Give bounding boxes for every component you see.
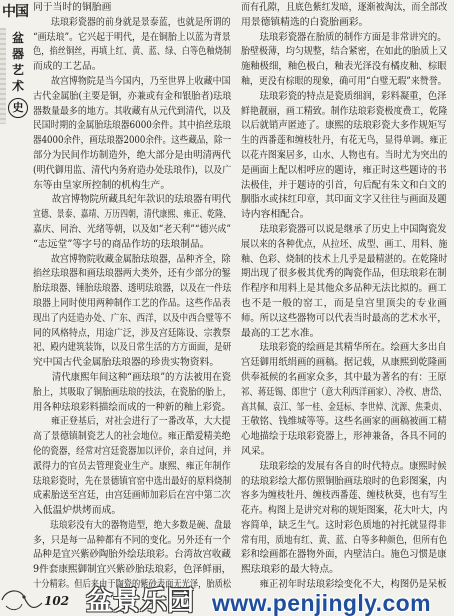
- text-line: 派得力的官员去管理瓷业生产。康熙、雍正年制作: [33, 460, 231, 472]
- text-line: 容多为缠枝牡丹、缠枝西番莲、缠枝秋葵，也有写生: [241, 490, 448, 502]
- text-line: 成素胎送至宫廷，由宫廷画师加彩后在宫中第二次: [33, 490, 231, 502]
- text-line: 十分精彩。但后来由于陶瓷的紫砂表面无光泽，胎质松: [33, 579, 232, 591]
- text-line: 珐琅彩没有大的器物造型，绝大多数是碗、盘最: [50, 519, 232, 531]
- text-line: “画珐琅”。它兴起于明代，是在铜胎上以蓝为背景: [33, 31, 231, 43]
- text-line: 而成的工艺品。: [33, 61, 102, 73]
- text-line: 容简单，缺乏生气。这时彩色质地的衬托就显得非: [241, 519, 447, 531]
- text-line: 故宫博物院收藏金属胎珐琅器，品种齐全，除: [50, 253, 231, 265]
- text-line: 高其佩、袁江、邹一桂、金廷标、李世倬、沈源、焦秉贞、: [241, 401, 447, 413]
- margin-ornament: [0, 28, 6, 124]
- page-number: 102: [44, 594, 70, 608]
- text-line: (明代御用监、清代内务府造办处珐琅作)，以及广: [33, 164, 232, 176]
- text-line: 多，只是每一品种都有不同的变化。另外还有一个: [33, 534, 231, 546]
- masthead-char: 术: [11, 79, 24, 93]
- text-line: 入低温炉烘烤而成。: [33, 505, 122, 517]
- text-line: 古代金属胎(主要是铜，亦兼或有金和银胎者)珐琅: [33, 90, 232, 102]
- text-line: 珐琅彩绘的发展有各自的时代特点。康熙时候: [259, 460, 447, 472]
- text-line: 胎上，其吸取了铜胎画珐琅的技法，在瓷胎的胎上，: [33, 386, 232, 398]
- text-line: 法极佳，并于题诗的引首，句后配有朱文和白文的: [241, 179, 447, 191]
- text-line: 掐丝珐琅器和画珐琅器两大类外，还有少部分的錾: [33, 268, 231, 280]
- text-line: 现出了内廷造办处、广东、西洋，以及中西合璧等不: [33, 312, 232, 324]
- text-line: 珐琅彩瓷的特点是瓷质细润，彩料凝重，色泽: [259, 90, 447, 102]
- text-line: 珐琅彩瓷器在胎质的制作方面是非常讲究的。: [259, 31, 447, 43]
- text-line: 究中国古代金属胎珐琅器的珍贵实物资料。: [33, 357, 220, 369]
- left-text-column: [33, 1, 231, 593]
- text-line: 珐琅彩瓷时，先在景德镇官窑中选出最好的原料烧制: [33, 475, 232, 487]
- text-line: 釉、色彩、烧制的技术上几乎是最精湛的。在乾隆时: [241, 253, 448, 265]
- text-line: 色，掐丝铜丝，再填上红、黄、蓝、绿、白等色釉烧制: [33, 46, 232, 58]
- text-line: 胎珐琅器、锤胎珐琅器、透明珐琅器，以及在一件珐: [33, 283, 232, 295]
- text-line: 品种是宜兴紫砂陶胎外绘珐琅彩。台湾故宫收藏: [33, 549, 231, 561]
- text-line: 故宫博物院是当今国内，乃至世界上收藏中国: [50, 75, 231, 87]
- text-line: 同的风格特点，用途广泛，涉及宫廷陈设、宗教祭: [33, 327, 231, 339]
- text-line: 以后就销声匿迹了。康熙的珐琅彩瓷大多作规矩写: [241, 120, 447, 132]
- text-line: 施釉极细，釉色极白，釉表光泽没有橘皮釉、棕眼: [241, 61, 447, 73]
- text-line: 最高的工艺水准。: [241, 327, 320, 339]
- text-line: 器4000余件，画珐琅器2000余件。这些藏品，除一: [33, 135, 232, 147]
- text-line: 生的西番莲和缠枝牡丹，有花无鸟，显得单调。雍正: [241, 135, 448, 147]
- text-line: 高了景德镇制瓷艺人的社会地位。雍正酷爱精美绝: [33, 431, 231, 443]
- text-line: 常有用，质地有红、黄、蓝、白等多种颜色，但所有色: [241, 534, 448, 546]
- text-line: 故宫博物院所藏具纪年款识的珐琅器有明代: [51, 194, 231, 206]
- text-line: 鲜艳靓丽，画工精致。制作珐琅彩瓷极度费工，乾隆: [241, 105, 448, 117]
- right-text-column: [241, 1, 447, 593]
- masthead-seal: 史: [8, 98, 28, 118]
- text-line: 花卉。构图上是讲究对称的规矩图案，花大叶大，内: [241, 505, 448, 517]
- text-line: 雍正登基后，对社会进行了一番改革，大大提: [50, 416, 231, 428]
- masthead-title: 中国: [2, 4, 28, 20]
- text-line: 胭脂水或抹红印章，其印面文字又往往与画面及题: [241, 194, 447, 206]
- text-line: 民国时期的金属胎珐琅器6000余件。其中掐丝珐琅: [33, 120, 231, 132]
- text-line: 祁、蒋廷锡、郎世宁（意大利西洋画家）、冷枚、唐岱、: [241, 386, 448, 398]
- text-line: 用景德镇精选的白瓷胎画彩。: [241, 16, 369, 28]
- text-line: 熙珐琅彩的最大特点。: [241, 564, 339, 576]
- text-line: 诗内容相配合。: [241, 209, 310, 221]
- masthead-char: 器: [11, 47, 24, 61]
- text-line: 珐琅彩瓷的绘画是其精华所在。绘画大多出自: [259, 342, 447, 354]
- text-line: 师。所以这些器物可以代表当时最高的艺术水平，: [241, 312, 447, 324]
- text-line: 同于当时的铜胎画: [33, 2, 112, 13]
- text-line: 用各种珐琅彩料描绘而成的一种新的釉上彩瓷。: [33, 401, 231, 413]
- masthead-char: 艺: [11, 63, 24, 77]
- text-line: 珐琅彩瓷器可以说是继承了历史上中国陶瓷发: [259, 223, 447, 235]
- text-line: 是画面上配以相呼应的题诗，雍正时这些题诗的书: [241, 164, 447, 176]
- text-line: 部分为民间作坊制造外，绝大部分是由明清两代: [33, 149, 231, 161]
- text-line: 雍正初年时珐琅彩绘变化不大，构图仍是呆板: [259, 579, 447, 591]
- text-line: 而有孔隙，且底色紫红发暗，逐渐被淘汰，而全部改: [241, 2, 448, 13]
- text-line: 嘉庆、同治、光绪等朝，以及如“老天利”“德兴成”: [33, 223, 231, 235]
- text-line: 宫廷御用纸绢画的画稿。据记载，从康熙到乾隆画: [241, 357, 447, 369]
- text-line: 宣德、景泰、嘉靖、万历四朝，清代康熙、雍正、乾隆、: [33, 209, 231, 221]
- text-line: 作程序和用料上是其他众多品种无法比拟的。画工: [241, 283, 447, 295]
- masthead-vertical-title: [10, 30, 26, 94]
- text-line: 王敬铭、钱维城等等。这些名画家的画稿被画工精: [241, 416, 447, 428]
- text-line: 的珐琅彩绘大都仿照铜胎画珐琅时的色彩图案，内: [241, 475, 447, 487]
- watermark-site-name: 盆景乐园: [86, 586, 194, 616]
- text-line: 彩和绘画都在器物外面，内壁洁白。施色习惯是康: [241, 549, 447, 561]
- text-line: 也不是一般的窑工，而是皇宫里顶尖的专业画: [241, 297, 447, 309]
- text-line: 釉，更没有棕眼的现象，确可用“白璧无瑕”来赞誉。: [241, 75, 447, 87]
- watermark-url: www.penjingly.com: [212, 590, 431, 616]
- text-line: 清代康熙年间这种“画珐琅”的方法被用在瓷: [51, 371, 231, 383]
- text-line: 以花卉图案居多，山水、人物也有。当时尤为突出的: [241, 149, 448, 161]
- text-line: 9件套康熙御制宜兴紫砂胎珐琅彩，色泽鲜丽，: [33, 564, 232, 576]
- masthead-char: 盆: [11, 31, 24, 45]
- text-line: 祀、殿内建筑装饰，以及日常生活的方方面面，是研: [33, 342, 232, 354]
- text-line: 琅器上同时使用两种制作工艺的作品。这些作品表: [33, 297, 231, 309]
- text-line: 器数量最多的地方。其收藏有从元代到清代，以及: [33, 105, 231, 117]
- text-line: 珐琅彩瓷器的前身就是景泰蓝，也就是所谓的: [50, 16, 231, 28]
- page-ornament: [0, 586, 44, 614]
- text-line: 心地描绘于珐琅彩瓷器上，形神兼备，各具不同的: [241, 431, 447, 443]
- text-line: “志远堂”等字号的商品作坊的珐琅制品。: [33, 238, 210, 250]
- text-line: 风采。: [241, 445, 271, 457]
- text-line: 期出现了很多极其优秀的陶瓷作品，但珐琅彩在制: [241, 268, 447, 280]
- text-line: 供奉祗候的名画家众多，其中最为著名的有：王原: [241, 371, 447, 383]
- text-line: 东等由皇家所控制的机构生产。: [33, 179, 171, 191]
- text-line: 胎壁极薄，均匀规整，结合紧密，在如此的胎质上又: [241, 46, 448, 58]
- text-line: 伦的瓷器，经常对宫廷瓷器加以评价，亲自过问，并: [33, 445, 232, 457]
- text-line: 展以来的各种优点，从拉坯、成型、画工、用料、施: [241, 238, 448, 250]
